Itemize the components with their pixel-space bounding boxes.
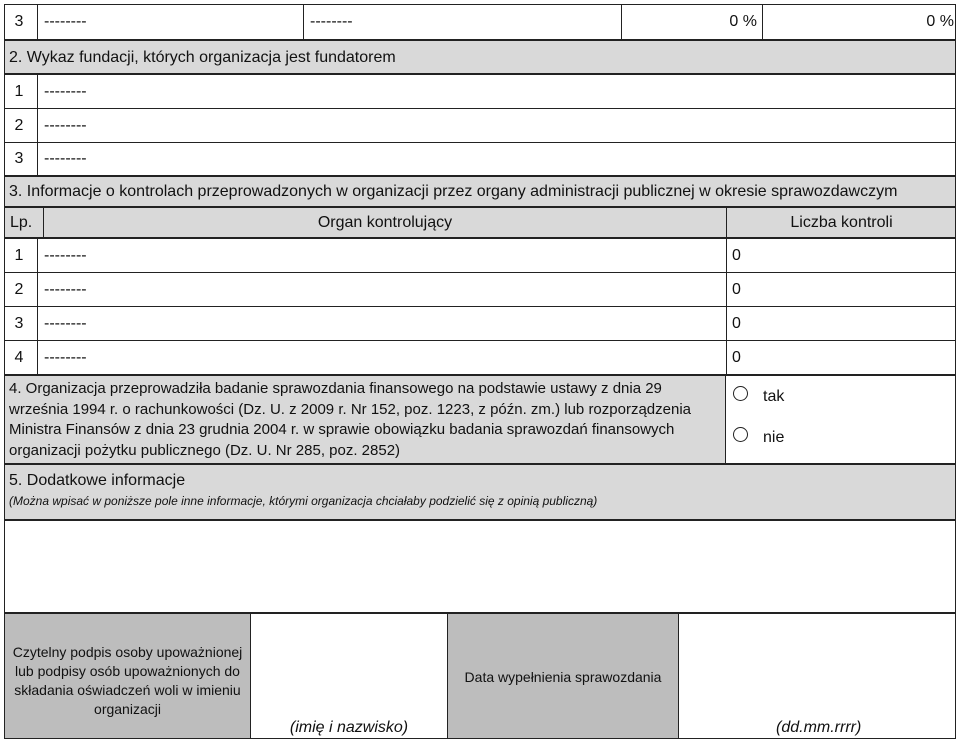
section4-options-box bbox=[725, 375, 956, 464]
top-row-pct2: 0 % bbox=[926, 13, 954, 30]
section3-row-count: 0 bbox=[732, 349, 741, 366]
section5-heading: 5. Dodatkowe informacje bbox=[9, 472, 186, 489]
section2-num-divider bbox=[37, 74, 38, 176]
signature-label-line: składania oświadczeń woli w imieniu bbox=[14, 682, 241, 698]
section4-line: września 1994 r. o rachunkowości (Dz. U. z 2009 r. Nr 152, poz. 1223, z późn. zm.) lub rozporządzenia bbox=[9, 400, 692, 418]
section3-row bbox=[4, 306, 956, 341]
section2-row-name: -------- bbox=[44, 117, 87, 134]
section2-row bbox=[4, 142, 956, 176]
section2-row-number: 2 bbox=[14, 117, 24, 134]
section3-row-organ: -------- bbox=[44, 315, 87, 332]
section4-line: 4. Organizacja przeprowadziła badanie sprawozdania finansowego na podstawie ustawy z dnia 29 bbox=[9, 380, 662, 397]
section3-row-count: 0 bbox=[732, 247, 741, 264]
signature-label-line: organizacji bbox=[94, 701, 161, 717]
radio-yes-label: tak bbox=[763, 388, 785, 405]
section3-row-count: 0 bbox=[732, 281, 741, 298]
top-row-col-divider-1 bbox=[37, 4, 38, 40]
section3-row-organ: -------- bbox=[44, 247, 87, 264]
signature-name-hint: (imię i nazwisko) bbox=[289, 719, 409, 736]
section3-num-divider bbox=[37, 238, 38, 375]
section2-heading: 2. Wykaz fundacji, których organizacja jest fundatorem bbox=[9, 49, 396, 66]
signature-label-line: Czytelny podpis osoby upoważnionej bbox=[12, 644, 243, 660]
radio-no-label: nie bbox=[763, 429, 785, 446]
section2-row-number: 1 bbox=[14, 83, 24, 100]
top-row-col-divider-3 bbox=[621, 4, 622, 40]
section2-row bbox=[4, 108, 956, 143]
radio-no[interactable] bbox=[733, 427, 748, 442]
section3-row-count: 0 bbox=[732, 315, 741, 332]
section3-row bbox=[4, 272, 956, 307]
top-row-col-divider-2 bbox=[303, 4, 304, 40]
section3-row-number: 1 bbox=[14, 247, 24, 264]
section2-row bbox=[4, 74, 956, 109]
signature-label bbox=[6, 643, 249, 719]
section4-question-text bbox=[9, 379, 724, 461]
top-row-col-divider-4 bbox=[762, 4, 763, 40]
section4-line: Ministra Finansów z dnia 23 grudnia 2004 r. w sprawie obowiązku badania sprawozdań finansowych bbox=[9, 421, 675, 438]
top-row-col1: -------- bbox=[44, 13, 87, 30]
top-row-col2: -------- bbox=[310, 13, 353, 30]
section3-heading: 3. Informacje o kontrolach przeprowadzonych w organizacji przez organy administracji publicznej w okresie sprawozdawczym bbox=[9, 183, 898, 200]
signature-label-line: lub podpisy osób upoważnionych do bbox=[15, 663, 240, 679]
section4-line: organizacji pożytku publicznego (Dz. U. Nr 285, poz. 2852) bbox=[9, 441, 401, 459]
section3-row bbox=[4, 340, 956, 375]
section3-count-divider bbox=[726, 238, 727, 375]
section3-col-count: Liczba kontroli bbox=[790, 214, 893, 231]
section3-row-organ: -------- bbox=[44, 349, 87, 366]
section3-col-organ: Organ kontrolujący bbox=[317, 214, 453, 231]
section3-row-number: 4 bbox=[14, 349, 24, 366]
top-row-pct1: 0 % bbox=[729, 13, 757, 30]
radio-yes[interactable] bbox=[733, 386, 748, 401]
section2-row-number: 3 bbox=[14, 150, 24, 167]
section3-row-number: 2 bbox=[14, 281, 24, 298]
section2-row-name: -------- bbox=[44, 83, 87, 100]
section3-row-organ: -------- bbox=[44, 281, 87, 298]
date-label: Data wypełnienia sprawozdania bbox=[464, 669, 662, 685]
date-format-hint: (dd.mm.rrrr) bbox=[776, 719, 862, 736]
section3-col-lp: Lp. bbox=[10, 214, 33, 231]
top-row-number: 3 bbox=[14, 13, 24, 30]
additional-info-field[interactable] bbox=[4, 520, 956, 613]
section3-row bbox=[4, 238, 956, 273]
section3-row-number: 3 bbox=[14, 315, 24, 332]
top-row bbox=[4, 4, 956, 40]
section2-row-name: -------- bbox=[44, 150, 87, 167]
section5-note: (Można wpisać w poniższe pole inne informacje, którymi organizacja chciałaby podzielić się z opinią publiczną) bbox=[9, 494, 598, 508]
